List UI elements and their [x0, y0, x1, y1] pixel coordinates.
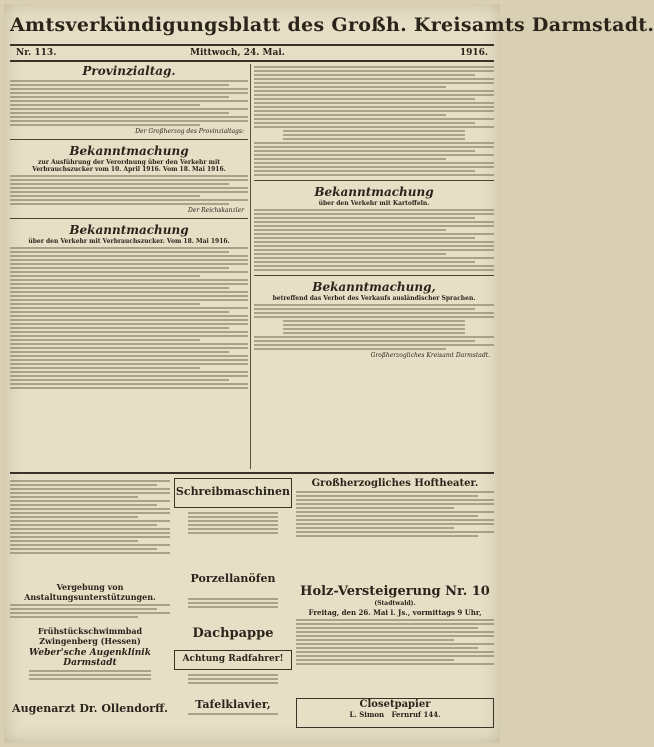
ad-holz-subtitle: (Stadtwald). — [374, 600, 416, 607]
ad-schreibmaschinen — [174, 478, 292, 508]
issue-year: 1916. — [459, 48, 488, 58]
ad-dachpappe — [174, 626, 292, 646]
ad-tafelklavier-title: Tafelklavier, — [195, 698, 271, 711]
right-column — [254, 64, 494, 360]
notice-zucker-body — [10, 175, 248, 205]
ad-achtung — [174, 650, 292, 670]
notice-kartoffeln-subtitle: über den Verkehr mit Kartoffeln. — [318, 200, 430, 207]
ad-achtung-title: Achtung Radfahrer! — [182, 654, 284, 664]
ad-schreibmaschinen-title: Schreibmaschinen — [175, 485, 291, 498]
ad-hoftheater-title: Großherzogliches Hoftheater. — [311, 478, 479, 489]
ad-vergebung-title: Vergebung von Anstaltungsunterstützungen. — [24, 582, 156, 602]
notice-verbrauchszucker-body — [10, 247, 248, 389]
ad-porzellan-text — [174, 596, 292, 624]
newspaper-page — [4, 4, 654, 743]
notice-zucker-signature: Der Reichskanzler — [187, 207, 244, 214]
ad-hoftheater — [296, 478, 494, 576]
ad-porzellanofen-title: Porzellanöfen — [190, 572, 276, 585]
ad-achtung-text — [174, 672, 292, 696]
right-continued-text — [254, 66, 494, 176]
notice-zucker-subtitle: zur Ausführung der Verordnung über den Verkehr mit Verbrauchszucker vom 10. April 1916. Vom 18. Mai 1916. — [32, 159, 226, 173]
notice-provinzialtag-body — [10, 80, 248, 126]
ad-augenarzt-title: Augenarzt Dr. Ollendorff. — [12, 702, 168, 715]
ad-dachpappe-title: Dachpappe — [192, 626, 274, 641]
ad-vergebung — [10, 582, 170, 624]
notice-sprachen-title: Bekanntmachung, — [312, 280, 436, 294]
ad-holzversteigerung — [296, 584, 494, 694]
ad-holz-title: Holz-Versteigerung Nr. 10 — [300, 584, 490, 599]
ad-augenarzt — [10, 702, 170, 722]
masthead-title: Amtsverkündigungsblatt des Großh. Kreisamts Darmstadt. — [10, 14, 654, 36]
notice-sprachen-signature: Großherzogliches Kreisamt Darmstadt. — [370, 352, 490, 359]
ad-holz-date: Freitag, den 26. Mai l. Js., vormittags 9 Uhr, — [308, 608, 482, 617]
ad-weber-title: Weber'sche Augenklinik Darmstadt — [29, 648, 151, 668]
notice-verbrauchszucker-title: Bekanntmachung — [69, 223, 189, 237]
notice-sprachen-subtitle: betreffend das Verbot des Verkaufs ausländischer Sprachen. — [272, 295, 476, 302]
ad-tafelklavier — [174, 698, 292, 724]
ad-weber — [10, 648, 170, 696]
notice-kartoffeln-title: Bekanntmachung — [314, 185, 434, 199]
ad-porzellanofen — [174, 572, 292, 594]
ad-fruehstueck-title: Frühstückschwimmbad Zwingenberg (Hessen) — [37, 626, 143, 646]
notice-kartoffeln-body — [254, 209, 494, 271]
ad-closet-shop: L. Simon — [349, 710, 385, 719]
notice-sprachen-body — [254, 304, 494, 350]
notice-provinzialtag-signature: Der Großherzog des Provinzialtags: — [135, 128, 244, 135]
ad-dauges — [174, 510, 292, 570]
notice-provinzialtag-title: Provinzialtag. — [82, 64, 176, 78]
ad-closetpapier-title: Closetpapier — [359, 699, 431, 710]
issue-number: Nr. 113. — [16, 48, 57, 58]
ad-closetpapier — [296, 698, 494, 728]
notice-zucker-title: Bekanntmachung — [69, 144, 189, 158]
ad-block-left-top — [10, 478, 170, 578]
ad-fruehstueck — [10, 626, 170, 646]
column-divider — [250, 64, 251, 469]
left-column — [10, 64, 248, 391]
notice-verbrauchszucker-subtitle: über den Verkehr mit Verbrauchszucker. Vom 18. Mai 1916. — [28, 238, 230, 245]
ads-divider — [10, 472, 494, 474]
ad-closet-tel: Fernruf 144. — [391, 710, 441, 719]
issue-date: Mittwoch, 24. Mai. — [190, 48, 285, 58]
issue-bar — [10, 44, 494, 62]
